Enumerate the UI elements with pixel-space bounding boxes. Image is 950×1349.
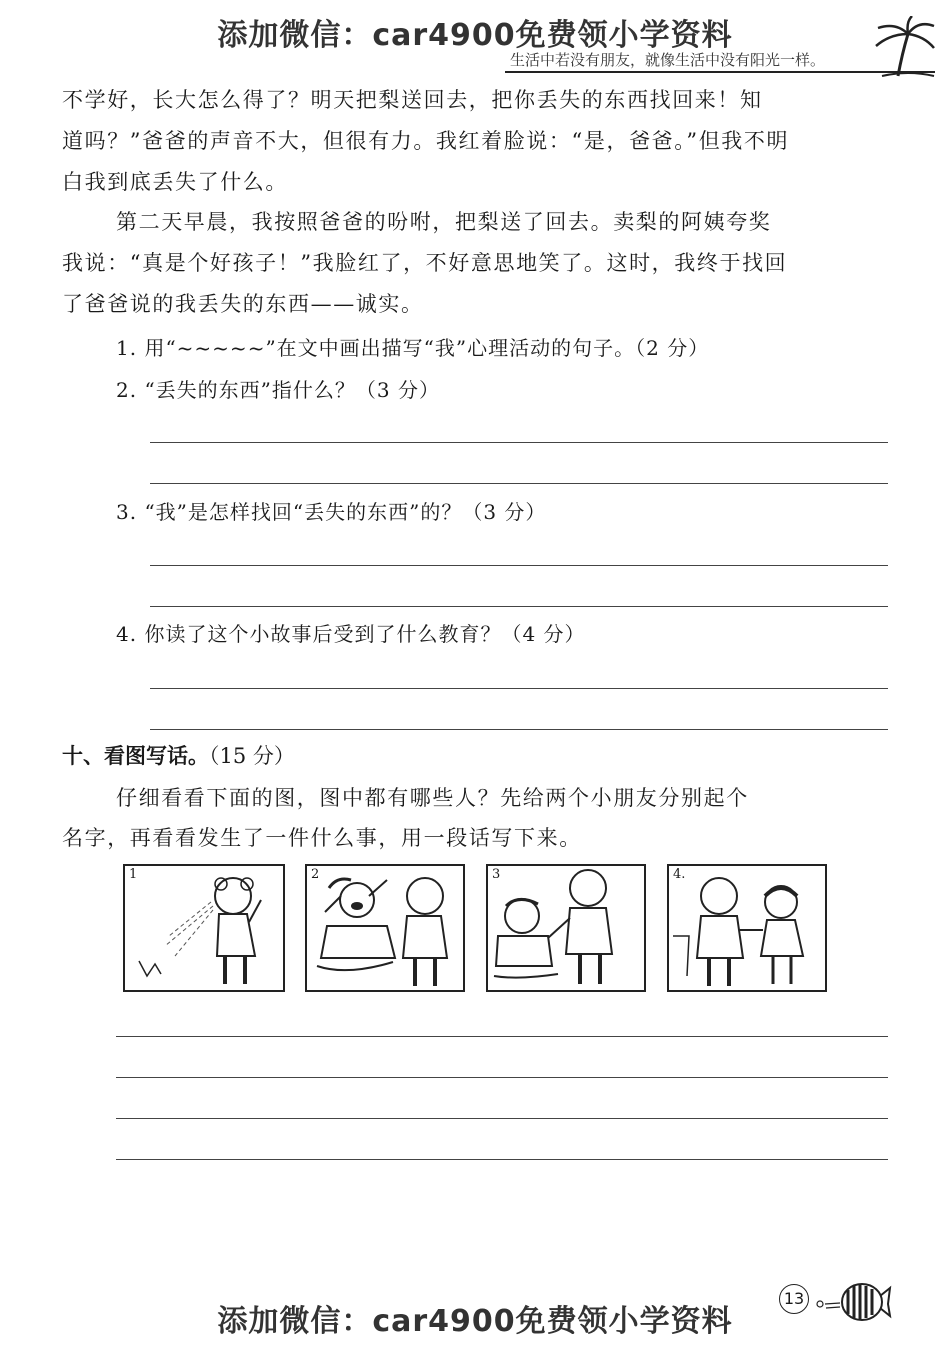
bottom-watermark: 添加微信：car4900免费领小学资料: [217, 1304, 733, 1339]
writing-line[interactable]: [116, 1118, 888, 1119]
panel-number: 1: [129, 867, 138, 882]
picture-panel-3: [486, 864, 646, 992]
panel-number: 3: [492, 867, 501, 882]
answer-line[interactable]: [150, 606, 888, 607]
top-watermark: 添加微信：car4900免费领小学资料: [217, 18, 733, 53]
answer-line[interactable]: [150, 483, 888, 484]
story-line: 我说：“真是个好孩子！”我脸红了，不好意思地笑了。这时，我终于找回: [62, 251, 788, 275]
story-line: 道吗？”爸爸的声音不大，但很有力。我红着脸说：“是，爸爸。”但我不明: [62, 129, 790, 153]
panel-number: 2: [311, 867, 320, 882]
palm-tree-icon: [868, 16, 938, 78]
story-line: 第二天早晨，我按照爸爸的吩咐，把梨送了回去。卖梨的阿姨夸奖: [116, 210, 772, 234]
writing-line[interactable]: [116, 1159, 888, 1160]
instruction-line: 仔细看看下面的图，图中都有哪些人？先给两个小朋友分别起个: [116, 786, 749, 810]
picture-panel-4: [667, 864, 827, 992]
answer-line[interactable]: [150, 442, 888, 443]
answer-line[interactable]: [150, 688, 888, 689]
writing-line[interactable]: [116, 1077, 888, 1078]
story-line: 不学好，长大怎么得了？明天把梨送回去，把你丢失的东西找回来！知: [62, 88, 763, 112]
picture-panel-1: [123, 864, 285, 992]
question-1: 1. 用“~~~~~”在文中画出描写“我”心理活动的句子。（2 分）: [116, 336, 710, 360]
section-title: [62, 740, 295, 770]
answer-line[interactable]: [150, 565, 888, 566]
section-title-text: 十、看图写话。: [62, 744, 209, 768]
section-points: （15 分）: [209, 744, 295, 768]
story-line: 了爸爸说的我丢失的东西——诚实。: [62, 292, 424, 316]
question-2: 2. “丢失的东西”指什么？（3 分）: [116, 378, 440, 402]
writing-line[interactable]: [116, 1036, 888, 1037]
question-4: 4. 你读了这个小故事后受到了什么教育？（4 分）: [116, 622, 586, 646]
instruction-line: 名字，再看看发生了一件什么事，用一段话写下来。: [62, 826, 582, 850]
answer-line[interactable]: [150, 729, 888, 730]
story-line: 白我到底丢失了什么。: [62, 170, 288, 194]
picture-panel-2: [305, 864, 465, 992]
question-3: 3. “我”是怎样找回“丢失的东西”的？（3 分）: [116, 500, 547, 524]
header-quote: 生活中若没有朋友，就像生活中没有阳光一样。: [510, 51, 826, 69]
panel-number: 4.: [673, 867, 686, 882]
page-number: 13: [779, 1284, 809, 1314]
fish-icon: [812, 1276, 892, 1326]
